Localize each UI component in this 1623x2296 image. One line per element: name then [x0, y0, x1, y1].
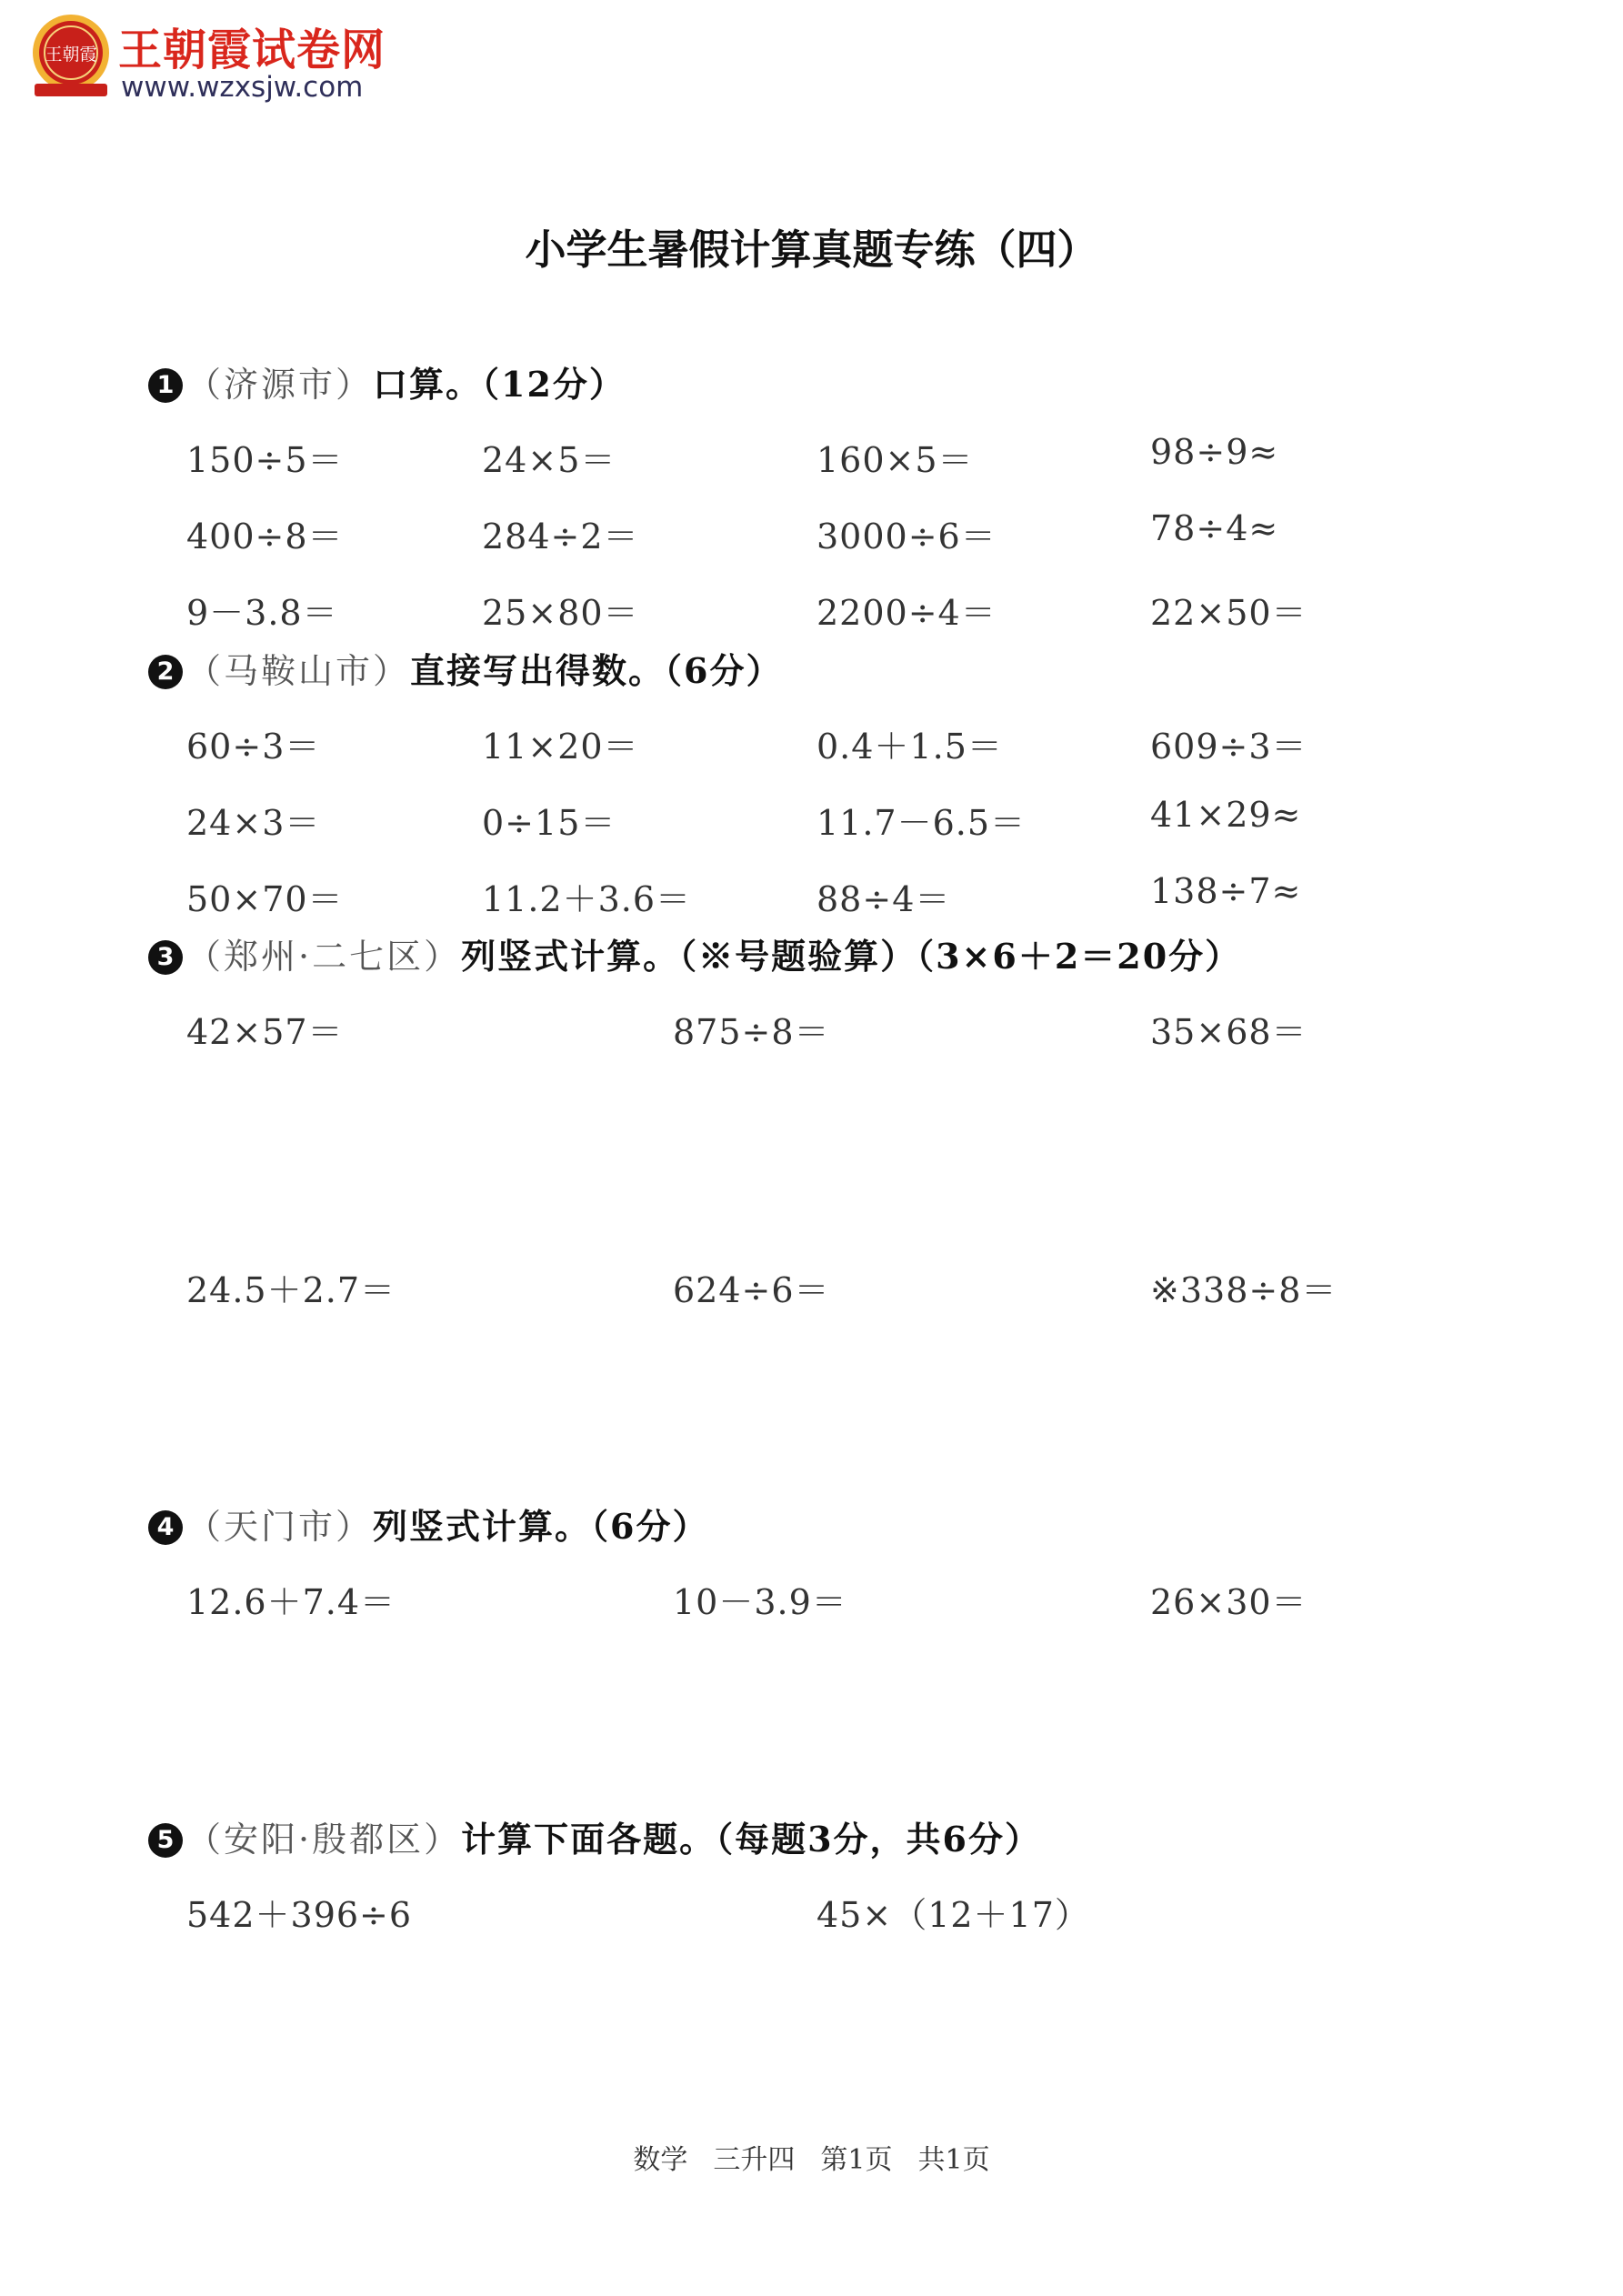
problem: 24.5＋2.7＝	[186, 1270, 396, 1310]
problem: 78÷4≈	[1150, 508, 1279, 548]
problem: 12.6＋7.4＝	[186, 1582, 396, 1622]
problem: 400÷8＝	[186, 516, 344, 556]
section-source: （马鞍山市）	[186, 651, 411, 691]
section-source: （郑州·二七区）	[186, 937, 462, 977]
section-1-heading	[148, 356, 626, 406]
problem: 9－3.8＝	[186, 593, 338, 633]
problem: 42×57＝	[186, 1012, 344, 1052]
section-5-heading	[148, 1811, 1041, 1861]
section-task: 直接写出得数。（6分）	[410, 650, 783, 691]
footer-grade: 三升四	[713, 2144, 796, 2176]
problem: 150÷5＝	[186, 440, 344, 480]
page-title: 小学生暑假计算真题专练（四）	[525, 226, 1098, 274]
section-2-heading	[148, 643, 782, 693]
section-source: （安阳·殷都区）	[186, 1820, 462, 1860]
section-source: （天门市）	[186, 1507, 374, 1547]
section-source: （济源市）	[186, 365, 374, 405]
seal-icon	[27, 13, 115, 100]
section-3-heading	[148, 928, 1241, 978]
section-4-heading	[148, 1499, 708, 1549]
problem: ※338÷8＝	[1150, 1270, 1337, 1310]
section-number-icon: 5	[148, 1823, 183, 1858]
section-task: 列竖式计算。（※号题验算）（3×6＋2＝20分）	[461, 936, 1242, 977]
problem: 98÷9≈	[1150, 432, 1279, 472]
site-logo	[27, 13, 446, 104]
problem: 60÷3＝	[186, 727, 321, 767]
problem: 35×68＝	[1150, 1012, 1307, 1052]
svg-text:王朝霞: 王朝霞	[45, 45, 97, 65]
footer-subject: 数学	[633, 2144, 688, 2176]
section-number-icon: 3	[148, 940, 183, 975]
problem: 41×29≈	[1150, 795, 1302, 835]
problem: 25×80＝	[482, 593, 639, 633]
problem: 542＋396÷6	[186, 1895, 413, 1935]
page-footer	[0, 2137, 1623, 2177]
footer-page: 第1页	[820, 2144, 893, 2176]
problem: 609÷3＝	[1150, 727, 1307, 767]
problem: 624÷6＝	[673, 1270, 830, 1310]
problem: 2200÷4＝	[817, 593, 997, 633]
problem: 45×（12＋17）	[817, 1895, 1090, 1935]
problem: 11.2＋3.6＝	[482, 879, 692, 919]
problem: 24×3＝	[186, 803, 321, 843]
problem: 26×30＝	[1150, 1582, 1307, 1622]
problem: 3000÷6＝	[817, 516, 997, 556]
problem: 11×20＝	[482, 727, 639, 767]
problem: 10－3.9＝	[673, 1582, 847, 1622]
section-task: 列竖式计算。（6分）	[373, 1506, 709, 1547]
logo-name: 王朝霞试卷网	[118, 25, 386, 75]
footer-total: 共1页	[917, 2144, 990, 2176]
problem: 0÷15＝	[482, 803, 616, 843]
problem: 88÷4＝	[817, 879, 951, 919]
problem: 22×50＝	[1150, 593, 1307, 633]
problem: 50×70＝	[186, 879, 344, 919]
section-number-icon: 1	[148, 368, 183, 403]
section-number-icon: 2	[148, 655, 183, 689]
problem: 284÷2＝	[482, 516, 639, 556]
problem: 160×5＝	[817, 440, 974, 480]
problem: 138÷7≈	[1150, 871, 1302, 911]
section-task: 口算。（12分）	[373, 364, 626, 405]
logo-url: www.wzxsjw.com	[121, 71, 364, 104]
section-task: 计算下面各题。（每题3分，共6分）	[461, 1819, 1041, 1860]
problem: 11.7－6.5＝	[817, 803, 1027, 843]
problem: 0.4＋1.5＝	[817, 727, 1003, 767]
problem: 875÷8＝	[673, 1012, 830, 1052]
section-number-icon: 4	[148, 1510, 183, 1545]
problem: 24×5＝	[482, 440, 616, 480]
